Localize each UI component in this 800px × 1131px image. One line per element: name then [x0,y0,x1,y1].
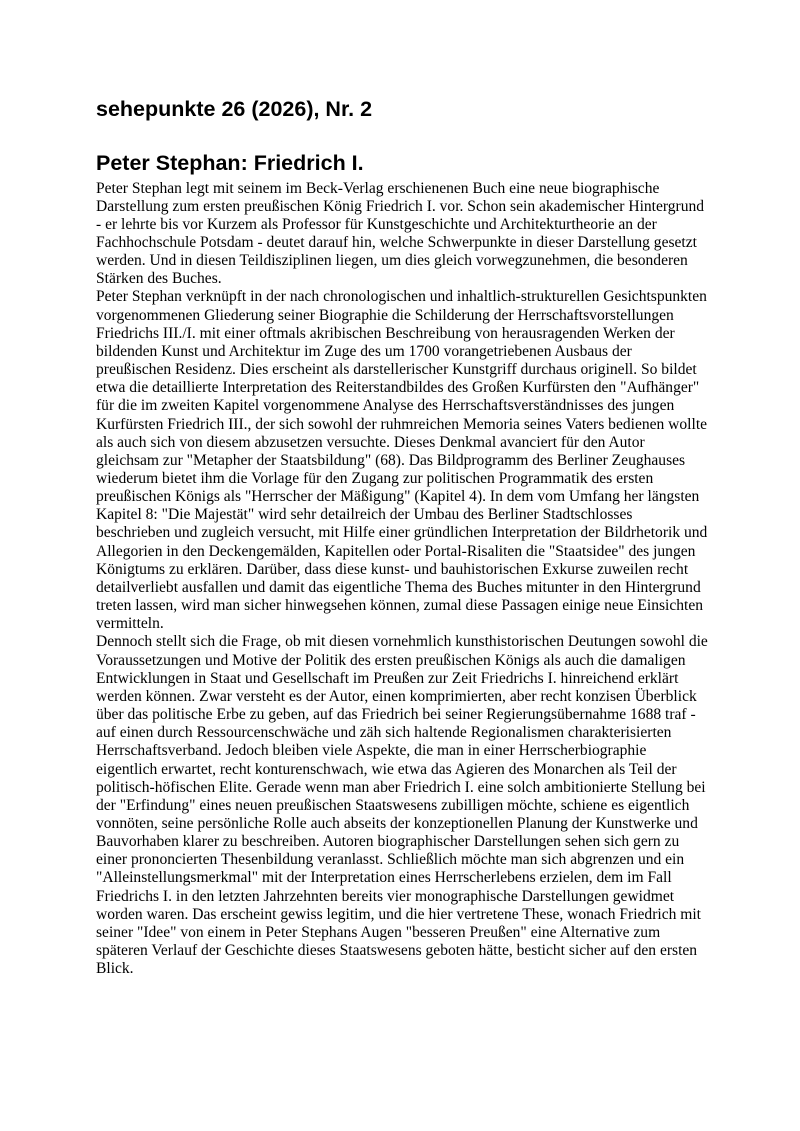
body-paragraph-1: Peter Stephan legt mit seinem im Beck-Verlag erschienenen Buch eine neue biographische Darstellung zum ersten preußischen König Friedrich I. vor. Schon sein akademischer Hintergrund - er lehrte bis vor Kurzem als Professor für Kunstgeschichte und Architekturtheorie an der Fachhochschule Potsdam - deutet darauf hin, welche Schwerpunkte in dieser Darstellung gesetzt werden. Und in diesen Teildisziplinen liegen, um dies gleich vorwegzunehmen, die besonderen Stärken des Buches. [96,179,705,288]
article-body [96,180,708,979]
article-title: Peter Stephan: Friedrich I. [96,151,364,175]
body-paragraph-3: Dennoch stellt sich die Frage, ob mit diesen vornehmlich kunsthistorischen Deutungen sowohl die Voraussetzungen und Motive der Politik des ersten preußischen Königs als auch die damaligen Entwicklungen in Staat und Gesellschaft im Preußen zur Zeit Friedrichs I. hinreichend erklärt werden können. Zwar versteht es der Autor, einen komprimierten, aber recht konzisen Überblick über das politische Erbe zu geben, auf das Friedrich bei seiner Regierungsübernahme 1688 traf - auf einen durch Ressourcenschwäche und zäh sich haltende Regionalismen charakterisierten Herrschaftsverband. Jedoch bleiben viele Aspekte, die man in einer Herrscherbiographie eigentlich erwartet, recht konturenschwach, wie etwa das Agieren des Monarchen als Teil der politisch-höfischen Elite. Gerade wenn man aber Friedrich I. eine solch ambitionierte Stellung bei der "Erfindung" eines neuen preußischen Staatswesens zubilligen möchte, schiene es eigentlich vonnöten, seine persönliche Rolle auch abseits der konzeptionellen Planung der Kunstwerke und Bauvorhaben klarer zu beschreiben. Autoren biographischer Darstellungen sehen sich gern zu einer prononcierten Thesenbildung veranlasst. Schließlich möchte man sich abgrenzen und ein "Alleinstellungsmerkmal" mit der Interpretation eines Herrscherlebens erzielen, dem im Fall Friedrichs I. in den letzten Jahrzehnten bereits vier monographische Darstellungen gewidmet worden waren. Das erscheint gewiss legitim, und die hier vertretene These, wonach Friedrich mit seiner "Idee" von einem in Peter Stephans Augen "besseren Preußen" eine Alternative zum späteren Verlauf der Geschichte dieses Staatswesens geboten hätte, besticht sicher auf den ersten Blick. [96,633,708,978]
body-paragraph-2: Peter Stephan verknüpft in der nach chronologischen und inhaltlich-strukturellen Gesichtspunkten vorgenommenen Gliederung seiner Biographie die Schilderung der Herrschaftsvorstellungen Friedrichs III./I. mit einer oftmals akribischen Beschreibung von herausragenden Werken der bildenden Kunst und Architektur im Zuge des um 1700 vorangetriebenen Ausbaus der preußischen Residenz. Dies erscheint als darstellerischer Kunstgriff durchaus originell. So bildet etwa die detaillierte Interpretation des Reiterstandbildes des Großen Kurfürsten den "Aufhänger" für die im zweiten Kapitel vorgenommene Analyse des Herrschaftsverständnisses des jungen Kurfürsten Friedrich III., der sich sowohl der ruhmreichen Memoria seines Vaters bedienen wollte als auch sich von diesem abzusetzen versuchte. Dieses Denkmal avanciert für den Autor gleichsam zur "Metapher der Staatsbildung" (68). Das Bildprogramm des Berliner Zeughauses wiederum bietet ihm die Vorlage für den Zugang zur politischen Programmatik des ersten preußischen Königs als "Herrscher der Mäßigung" (Kapitel 4). In dem vom Umfang her längsten Kapitel 8: "Die Majestät" wird sehr detailreich der Umbau des Berliner Stadtschlosses beschrieben und zugleich versucht, mit Hilfe einer gründlichen Interpretation der Bildrhetorik und Allegorien in den Deckengemälden, Kapitellen oder Portal-Risaliten die "Staatsidee" des jungen Königtums zu erklären. Darüber, dass diese kunst- und bauhistorischen Exkurse zuweilen recht detailverliebt ausfallen und damit das eigentliche Thema des Buches mitunter in den Hintergrund treten lassen, wird man sicher hinwegsehen können, zumal diese Passagen einige neue Einsichten vermitteln. [96,288,708,633]
journal-title: sehepunkte 26 (2026), Nr. 2 [96,97,373,121]
